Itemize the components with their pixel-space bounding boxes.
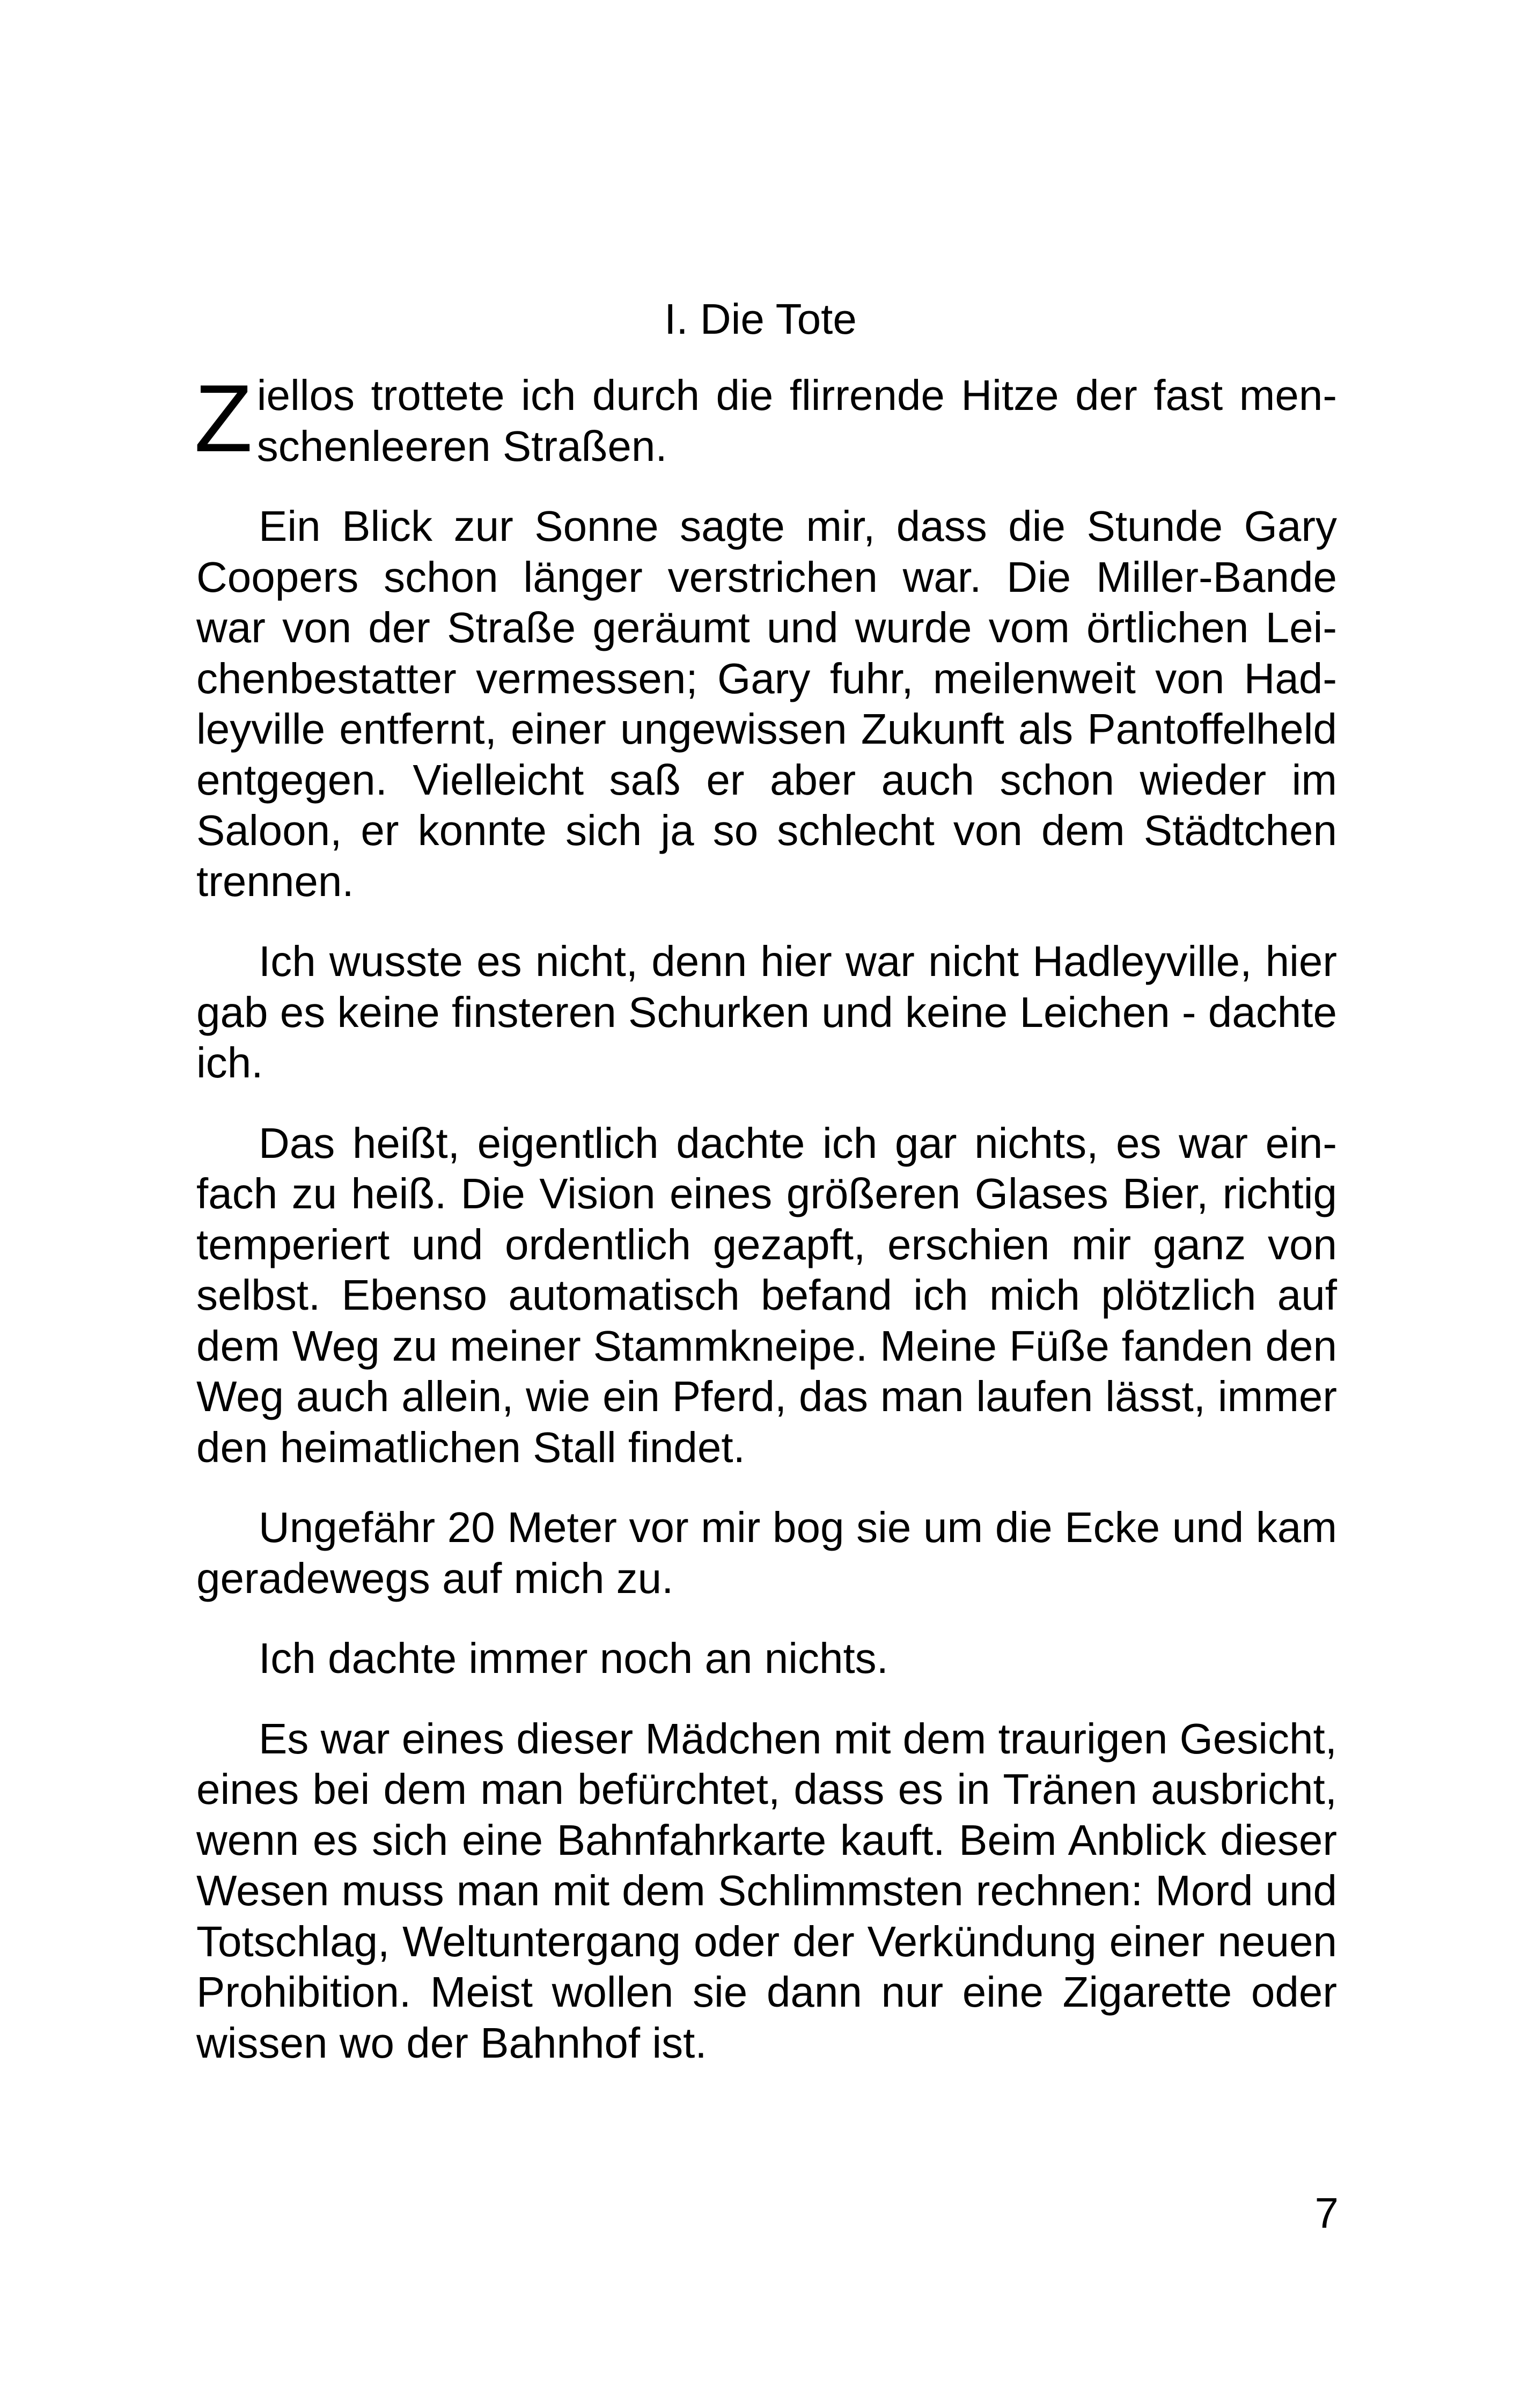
page-number: 7 [1314, 2189, 1339, 2237]
paragraph-1-text: iellos trottete ich durch die flirrende Hitze der fast menschenleeren Straßen. [256, 371, 1337, 470]
paragraph-3: Ich wusste es nicht, denn hier war nicht Hadleyville, hier gab es keine finsteren Schurken und keine Leichen - dachte ich. [196, 937, 1337, 1086]
paragraph-1 [194, 365, 1337, 472]
paragraph-7: Es war eines dieser Mädchen mit dem traurigen Gesicht, eines bei dem man befürchtet, dass es in Tränen ausbricht, wenn es sich eine Bahnfahrkarte kauft. Beim Anblick dieser Wesen muss man mit dem Schlimmsten rechnen: Mord und Totschlag, Weltuntergang oder der Verkündung einer neuen Prohibition. Meist wollen sie dann nur eine Zigarette oder wissen wo der Bahnhof ist. [196, 1714, 1337, 2067]
paragraph-2: Ein Blick zur Sonne sagte mir, dass die Stunde Gary Coopers schon länger verstrichen war. Die Miller-Bande war von der Straße geräumt und wurde vom örtlichen Leichenbestatter vermessen; Gary fuhr, meilenweit von Hadleyville entfernt, einer ungewissen Zukunft als Pantoffelheld entgegen. Vielleicht saß er aber auch schon wieder im Saloon, er konnte sich ja so schlecht von dem Städtchen trennen. [196, 502, 1337, 905]
paragraph-6: Ich dachte immer noch an nichts. [259, 1634, 888, 1682]
drop-cap: Z [194, 365, 253, 472]
paragraph-4: Das heißt, eigentlich dachte ich gar nichts, es war einfach zu heiß. Die Vision eines größeren Glases Bier, richtig temperiert und ordentlich gezapft, erschien mir ganz von selbst. Ebenso automatisch befand ich mich plötzlich auf dem Weg zu meiner Stammkneipe. Meine Füße fanden den Weg auch allein, wie ein Pferd, das man laufen lässt, immer den heimatlichen Stall findet. [196, 1119, 1337, 1471]
paragraph-5: Ungefähr 20 Meter vor mir bog sie um die Ecke und kam geradewegs auf mich zu. [196, 1503, 1337, 1602]
body-text [194, 365, 1337, 2098]
chapter-title: I. Die Tote [664, 295, 857, 343]
